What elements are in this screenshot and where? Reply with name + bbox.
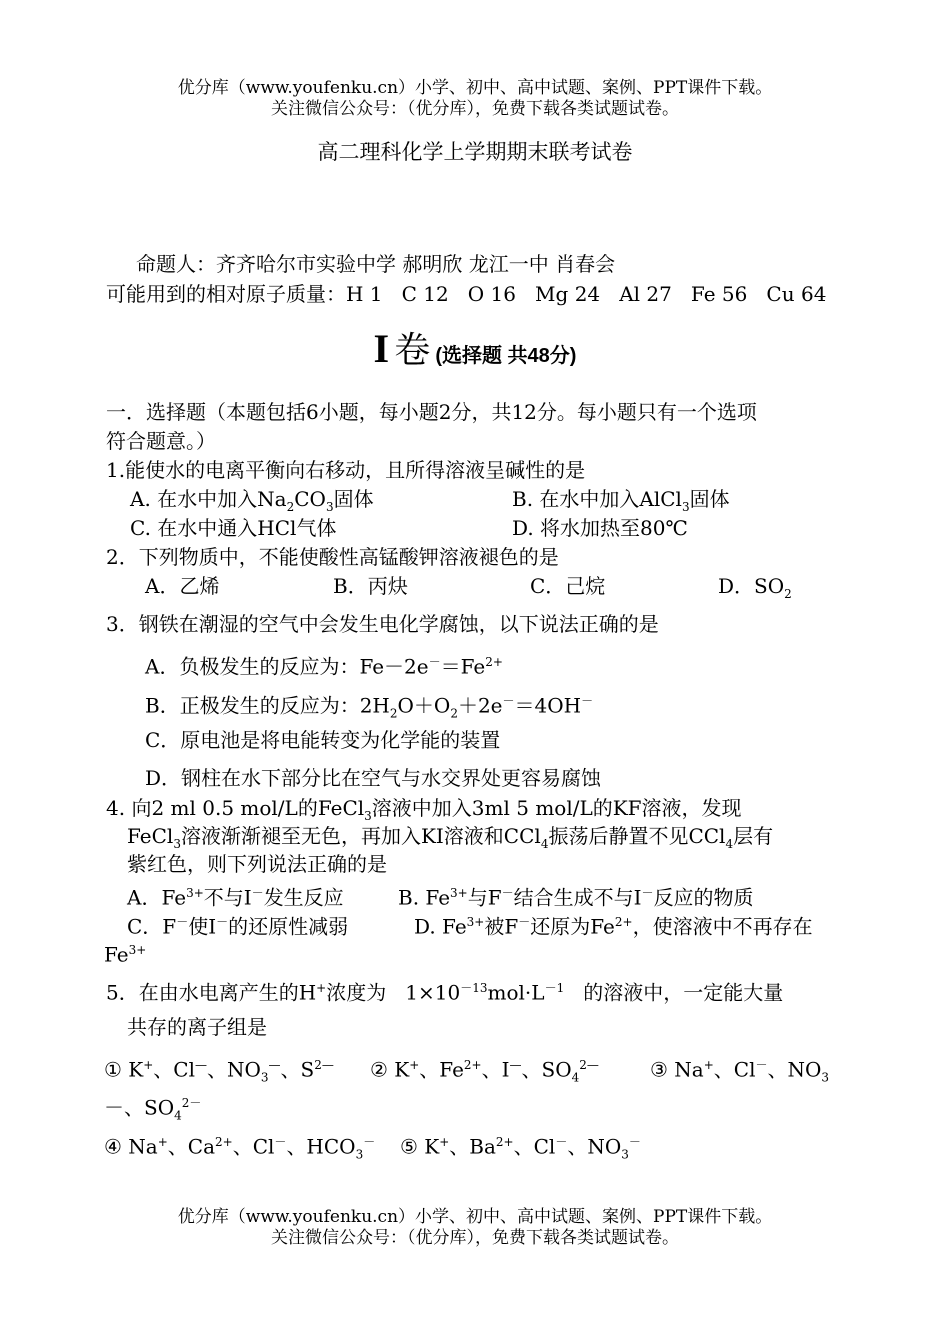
part1-intro-line-1: 一．选择题（本题包括6小题，每小题2分，共12分。每小题只有一个选项	[106, 400, 757, 424]
q5-option-4: ④ Na+、$Ca^{2+}$、Cl－、$HCO_3^-$	[104, 1134, 376, 1162]
q5-line-2: 共存的离子组是	[127, 1015, 267, 1039]
header-line-2: 关注微信公众号：（优分库），免费下载各类试题试卷。	[271, 99, 679, 119]
q2-option-c: C．己烷	[530, 574, 606, 598]
section-title	[0, 322, 950, 373]
q1-option-a: A. 在水中加入$Na_2CO_3$固体	[130, 487, 374, 514]
q5-option-3: ③ Na+、Cl－、$NO_3$	[650, 1057, 830, 1085]
q4-option-c: C．F－使I－的还原性减弱	[127, 914, 349, 939]
q4-option-d: D. $Fe^{3+}$被F－还原为$Fe^{2+}$，使溶液中不再存在	[414, 914, 813, 939]
page-title: 高二理科化学上学期期末联考试卷	[317, 140, 633, 164]
q4-option-a: A．$Fe^{3+}$不与I－发生反应	[127, 885, 344, 910]
q4-option-b: B. $Fe^{3+}$与F－结合生成不与I－反应的物质	[398, 885, 754, 910]
section-name: 卷	[394, 330, 431, 371]
q4-option-d-cont: $Fe^{3+}$	[104, 942, 147, 967]
q3-option-d: D．钢柱在水下部分比在空气与水交界处更容易腐蚀	[145, 766, 602, 790]
footer-line-1: 优分库（www.youfenku.cn）小学、初中、高中试题、案例、PPT课件下载。	[177, 1207, 773, 1227]
authors: 命题人：齐齐哈尔市实验中学 郝明欣 龙江一中 肖春会	[136, 252, 616, 276]
q3-option-c: C．原电池是将电能转变为化学能的装置	[145, 728, 501, 752]
atomic-masses-line	[106, 280, 826, 308]
q5-line-1: 5．在由水电离产生的H+浓度为 $1\times 10^{-13}mol\cdot L^{-1}$ 的溶液中，一定能大量	[106, 980, 784, 1005]
q2-option-b: B．丙炔	[333, 574, 408, 598]
q5-option-5: ⑤ K+、$Ba^{2+}$、Cl－、$NO_3^-$	[400, 1134, 641, 1162]
q1-option-c: C. 在水中通入HCl气体	[130, 516, 337, 540]
q1-stem: 1.能使水的电离平衡向右移动，且所得溶液呈碱性的是	[106, 458, 586, 482]
section-roman: I	[373, 326, 390, 371]
q1-option-b: B. 在水中加入AlCl$_3$固体	[512, 487, 730, 514]
q4-line-3: 紫红色，则下列说法正确的是	[127, 852, 387, 876]
q2-option-a: A．乙烯	[145, 574, 220, 598]
q2-stem: 2．下列物质中，不能使酸性高锰酸钾溶液褪色的是	[106, 545, 559, 569]
atomic-masses-label: 可能用到的相对原子质量：	[106, 282, 346, 306]
part1-intro-line-2: 符合题意。）	[106, 429, 216, 453]
section-note: (选择题 共48分)	[435, 345, 577, 367]
q5-option-3-cont: －、$SO_4^{2-}$	[104, 1095, 202, 1123]
q4-line-1: 4. 向2 ml 0.5 mol/L的FeCl$_3$溶液中加入3ml 5 mol/L的KF溶液，发现	[106, 796, 742, 823]
q5-option-1: ① K+、Cl—、$NO_3^—$、$S^{2—}$	[104, 1057, 334, 1085]
q1-option-d: D. 将水加热至80℃	[512, 516, 688, 540]
q3-stem: 3．钢铁在潮湿的空气中会发生电化学腐蚀，以下说法正确的是	[106, 612, 659, 636]
header-line-1: 优分库（www.youfenku.cn）小学、初中、高中试题、案例、PPT课件下载。	[177, 78, 773, 98]
atomic-masses-values: H 1 C 12 O 16 Mg 24 Al 27 Fe 56 Cu 64	[346, 282, 827, 306]
q2-option-d: D．$SO_2$	[718, 574, 792, 601]
footer-line-2: 关注微信公众号：（优分库），免费下载各类试题试卷。	[271, 1228, 679, 1248]
q3-option-b: B．正极发生的反应为：$2H_2O+O_2+2e^-=4OH^-$	[145, 693, 594, 721]
q4-line-2: FeCl$_3$溶液渐渐褪至无色，再加入KI溶液和CCl$_4$振荡后静置不见CCl$_4$层有	[127, 824, 774, 851]
q3-option-a: A．负极发生的反应为：$Fe-2e^-=Fe^{2+}$	[145, 654, 503, 679]
q5-option-2: ② K+、$Fe^{2+}$、I—、$SO_4^{2—}$	[370, 1057, 599, 1085]
